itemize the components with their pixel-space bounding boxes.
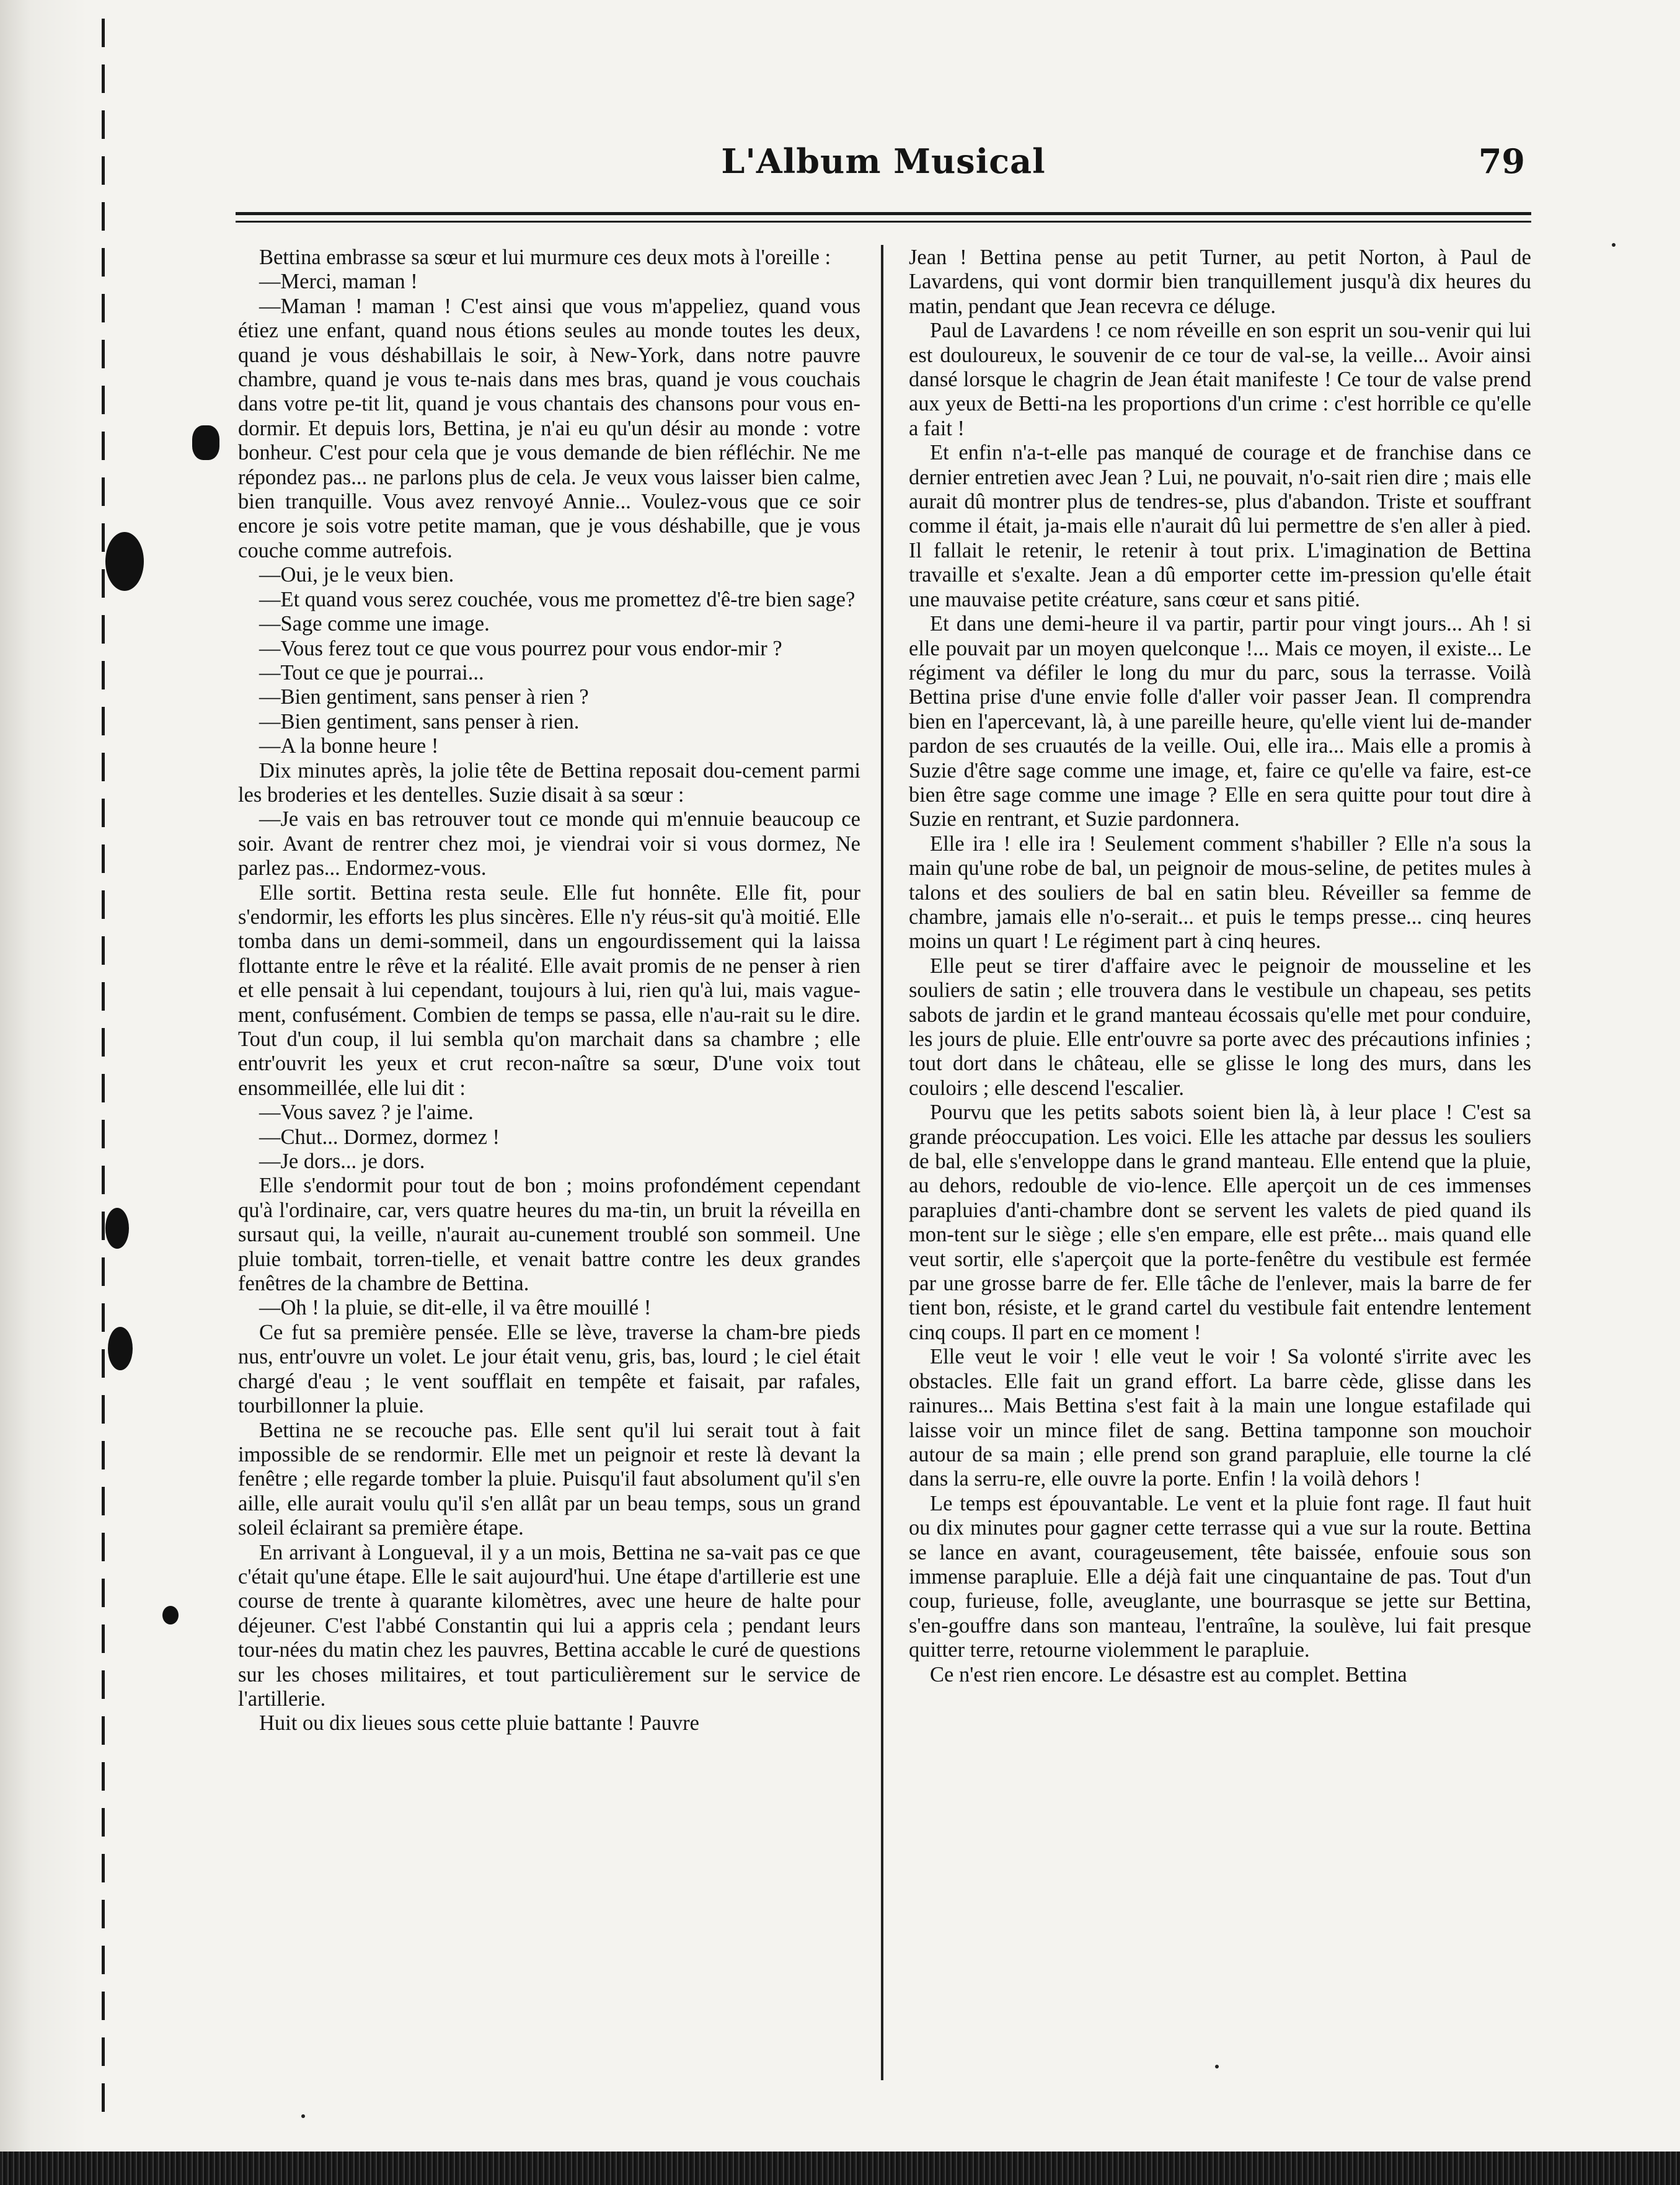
text-column-right bbox=[909, 246, 1531, 2068]
paragraph: Huit ou dix lieues sous cette pluie battante ! Pauvre bbox=[259, 1711, 699, 1735]
paragraph: —Tout ce que je pourrai... bbox=[259, 660, 484, 685]
header-rule bbox=[236, 221, 1531, 223]
paragraph: —Chut... Dormez, dormez ! bbox=[259, 1125, 500, 1149]
header-rule bbox=[236, 212, 1531, 215]
paragraph: Elle s'endormit pour tout de bon ; moins profondément cependant qu'à l'ordinaire, car, vers quatre heures du ma-tin, un bruit la réveilla en sursaut qui, la veille, n'aurait au-cunement troublé son sommeil. Une pluie tombait, torren-tielle, et venait battre contre les deux grandes fenêtres de la chambre de Bettina. bbox=[238, 1174, 860, 1296]
page-header bbox=[236, 141, 1531, 197]
paragraph: Elle peut se tirer d'affaire avec le peignoir de mousseline et les souliers de satin ; elle trouvera dans le vestibule un chapeau, ses petits sabots de jardin et le grand manteau écossais qu'elle met pour conduire, les jours de pluie. Elle entr'ouvre sa porte avec des précautions infinies ; tout dort dans le château, elle se glisse le long des murs, dans les couloirs ; elle descend l'escalier. bbox=[909, 954, 1531, 1100]
ink-blot bbox=[105, 532, 144, 591]
paragraph: En arrivant à Longueval, il y a un mois, Bettina ne sa-vait pas ce que c'était qu'une étape. Elle le sait aujourd'hui. Une étape d'artillerie est une course de trente à quarante kilomètres, avec une heure de halte pour déjeuner. C'est l'abbé Constantin qui lui a appris cela ; pendant leurs tour-nées du matin chez les pauvres, Bettina accable le curé de questions sur les choses militaires, et tout particulièrement sur le service de l'artillerie. bbox=[238, 1540, 860, 1711]
paragraph: Dix minutes après, la jolie tête de Bettina reposait dou-cement parmi les broderies et les dentelles. Suzie disait à sa sœur : bbox=[238, 758, 860, 807]
paragraph: Jean ! Bettina pense au petit Turner, au petit Norton, à Paul de Lavardens, qui vont dormir bien tranquillement jusqu'à dix heures du matin, pendant que Jean recevra ce déluge. bbox=[909, 246, 1531, 318]
ink-blot bbox=[192, 425, 219, 460]
paragraph: Et enfin n'a-t-elle pas manqué de courage et de franchise dans ce dernier entretien avec Jean ? Lui, ne pouvait, n'o-sait rien dire ; mais elle aurait dû montrer plus de tendres-se, plus d'abandon. Triste et souffrant comme il était, ja-mais elle n'aurait dû lui permettre de s'en aller à pied. Il fallait le retenir, le retenir à tout prix. L'imagination de Bettina travaille et s'exalte. Jean a dû emporter cette im-pression qu'elle était une mauvaise petite créature, sans cœur et sans pitié. bbox=[909, 441, 1531, 611]
binding-line bbox=[102, 19, 105, 2127]
paragraph: —Maman ! maman ! C'est ainsi que vous m'appeliez, quand vous étiez une enfant, quand nous étions seules au monde toutes les deux, quand je vous déshabillais le soir, à New-York, dans notre pauvre chambre, quand je vous te-nais dans mes bras, quand je vous couchais dans votre pe-tit lit, quand je vous chantais des chansons pour vous en-dormir. Et depuis lors, Bettina, je n'ai eu qu'un désir au monde : votre bonheur. C'est pour cela que je vous demande de bien réfléchir. Ne me répondez pas... ne parlons plus de cela. Je veux vous laisser bien calme, bien tranquille. Vous avez renvoyé Annie... Voulez-vous que ce soir encore je sois votre petite maman, que je vous déshabille, que je vous couche comme autrefois. bbox=[238, 294, 860, 562]
paragraph: —Sage comme une image. bbox=[259, 612, 490, 636]
paragraph: —Oh ! la pluie, se dit-elle, il va être mouillé ! bbox=[259, 1296, 652, 1320]
paragraph: Bettina ne se recouche pas. Elle sent qu'il lui serait tout à fait impossible de se rendormir. Elle met un peignoir et reste là devant la fenêtre ; elle regarde tomber la pluie. Puisqu'il faut absolument qu'il s'en aille, elle aurait voulu qu'il s'en allât par un beau temps, sous un grand soleil éclairant sa première étape. bbox=[238, 1418, 860, 1540]
paragraph: Pourvu que les petits sabots soient bien là, à leur place ! C'est sa grande préoccupation. Les voici. Elle les attache par dessus les souliers de bal, elle s'enveloppe dans le grand manteau. Elle entend que la pluie, au dehors, redouble de vio-lence. Elle aperçoit un de ces immenses parapluies d'anti-chambre dont se servent les valets de pied quand ils mon-tent sur le siège ; elle s'en empare, elle est prête... mais quand elle veut sortir, elle s'aperçoit que la porte-fenêtre du vestibule est fermée par une grosse barre de fer. Elle tâche de l'enlever, mais la barre de fer tient bon, résiste, et le grand cartel du vestibule fait entendre lentement cinq coups. Il part en ce moment ! bbox=[909, 1101, 1531, 1344]
paragraph: Elle ira ! elle ira ! Seulement comment s'habiller ? Elle n'a sous la main qu'une robe de bal, un peignoir de mous-seline, de petites mules à talons et des souliers de bal en satin bleu. Réveiller sa femme de chambre, jamais elle n'o-serait... et puis le temps presse... cinq heures moins un quart ! Le régiment part à cinq heures. bbox=[909, 831, 1531, 954]
paragraph: —Bien gentiment, sans penser à rien. bbox=[259, 709, 580, 734]
paragraph: Paul de Lavardens ! ce nom réveille en son esprit un sou-venir qui lui est douloureux, le souvenir de ce tour de val-se, la veille... Avoir ainsi dansé lorsque le chagrin de Jean était manifeste ! Ce tour de valse prend aux yeux de Betti-na les proportions d'un crime : c'est horrible ce qu'elle a fait ! bbox=[909, 319, 1531, 440]
paragraph: —Merci, maman ! bbox=[259, 270, 418, 294]
ink-speck bbox=[1612, 243, 1616, 247]
ink-blot bbox=[108, 1327, 133, 1370]
paragraph: Ce fut sa première pensée. Elle se lève, traverse la cham-bre pieds nus, entr'ouvre un volet. Le jour était venu, gris, bas, lourd ; le ciel était chargé d'eau ; le vent soufflait en tempête et faisait, par rafales, tourbillonner la pluie. bbox=[238, 1320, 860, 1418]
page-number: 79 bbox=[1478, 141, 1525, 181]
text-column-left bbox=[238, 246, 860, 2068]
ink-blot bbox=[162, 1606, 179, 1624]
paragraph: —Et quand vous serez couchée, vous me promettez d'ê-tre bien sage? bbox=[259, 587, 855, 611]
paragraph: —Oui, je le veux bien. bbox=[259, 563, 454, 587]
page-title: L'Album Musical bbox=[721, 141, 1046, 181]
paragraph: Et dans une demi-heure il va partir, partir pour vingt jours... Ah ! si elle pouvait par un moyen quelconque !... Mais ce moyen, il existe... Le régiment va défiler le long du mur du parc, sous la terrasse. Voilà Bettina prise d'une envie folle d'aller voir passer Jean. Il comprendra bien en l'apercevant, là, à une pareille heure, qu'elle vient lui de-mander pardon de ses cruautés de la veille. Oui, elle ira... Mais elle a promis à Suzie d'être sage comme une image, et, faire ce qu'elle va faire, est-ce bien être sage comme une image ? Elle en sera quitte pour tout dire à Suzie en rentrant, et Suzie pardonnera. bbox=[909, 612, 1531, 831]
scan-edge-strip bbox=[0, 2152, 1680, 2185]
paragraph: Elle sortit. Bettina resta seule. Elle fut honnête. Elle fit, pour s'endormir, les efforts les plus sincères. Elle n'y réus-sit qu'à moitié. Elle tomba dans un demi-sommeil, dans un engourdissement qui la laissa flottante entre le rêve et la réalité. Elle avait promis de ne penser à rien et elle pensait à lui cependant, toujours à lui, rien qu'à lui, mais vague-ment, confusément. Combien de temps se passa, elle n'au-rait su le dire. Tout d'un coup, il lui sembla qu'on marchait dans sa chambre ; elle entr'ouvrit les yeux et crut recon-naître sa sœur, D'une voix tout ensommeillée, elle lui dit : bbox=[238, 880, 860, 1100]
column-divider bbox=[881, 245, 883, 2080]
paragraph: —Je dors... je dors. bbox=[259, 1150, 425, 1174]
paragraph: Le temps est épouvantable. Le vent et la pluie font rage. Il faut huit ou dix minutes pour gagner cette terrasse qui a vue sur la route. Bettina se lance en avant, courageusement, tête baissée, enfouie sous son immense parapluie. Elle a déjà fait une cinquantaine de pas. Tout d'un coup, furieuse, folle, aveuglante, une bourrasque se jette sur Bettina, s'en-gouffre dans son manteau, l'entraîne, la soulève, lui fait presque quitter terre, retourne violemment le parapluie. bbox=[909, 1491, 1531, 1662]
paragraph: —Bien gentiment, sans penser à rien ? bbox=[259, 685, 589, 709]
paragraph: Elle veut le voir ! elle veut le voir ! Sa volonté s'irrite avec les obstacles. Elle fait un grand effort. La barre cède, glisse dans les rainures... Mais Bettina s'est fait à la main une longue estafilade qui laisse voir un mince filet de sang. Bettina tamponne son mouchoir autour de sa main ; elle prend son grand parapluie, elle tourne la clé dans la serru-re, elle ouvre la porte. Enfin ! la voilà dehors ! bbox=[909, 1345, 1531, 1491]
paragraph: Ce n'est rien encore. Le désastre est au complet. Bettina bbox=[930, 1662, 1407, 1686]
paragraph: —Vous ferez tout ce que vous pourrez pour vous endor-mir ? bbox=[259, 636, 782, 660]
paragraph: Bettina embrasse sa sœur et lui murmure ces deux mots à l'oreille : bbox=[259, 246, 831, 269]
paragraph: —A la bonne heure ! bbox=[259, 734, 439, 758]
ink-blot bbox=[105, 1208, 129, 1249]
ink-speck bbox=[301, 2114, 305, 2118]
paragraph: —Vous savez ? je l'aime. bbox=[259, 1101, 474, 1125]
paragraph: —Je vais en bas retrouver tout ce monde qui m'ennuie beaucoup ce soir. Avant de rentrer chez moi, je viendrai voir si vous dormez, Ne parlez pas... Endormez-vous. bbox=[238, 807, 860, 880]
page-edge bbox=[0, 0, 87, 2185]
